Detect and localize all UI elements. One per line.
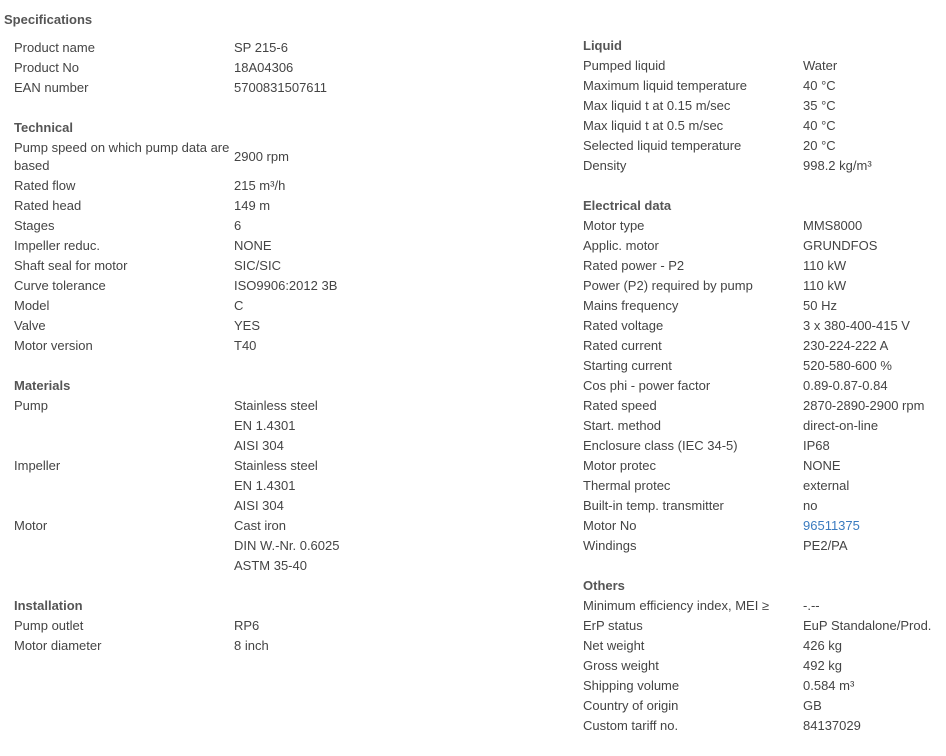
spec-row-power-required	[583, 277, 846, 295]
spec-row-max-liquid-t-015	[583, 97, 836, 115]
spec-value: 149 m	[234, 198, 271, 213]
spec-label: Rated voltage	[583, 318, 664, 333]
spec-row-material-impeller	[14, 457, 318, 475]
spec-label: Start. method	[583, 418, 662, 433]
spec-row-product-name	[14, 39, 288, 57]
spec-row-material-impeller-2	[14, 477, 295, 495]
spec-label: Starting current	[583, 358, 672, 373]
spec-label: Stages	[14, 218, 55, 233]
spec-row-density	[583, 157, 872, 175]
spec-value: YES	[234, 318, 261, 333]
spec-value: 35 °C	[803, 98, 836, 113]
spec-value: 110 kW	[803, 278, 847, 293]
spec-value: 18A04306	[234, 60, 294, 75]
spec-row-gross-weight	[583, 657, 842, 675]
spec-value: AISI 304	[234, 498, 284, 513]
spec-row-enclosure-class	[583, 437, 830, 455]
spec-value: DIN W.-Nr. 0.6025	[234, 538, 340, 553]
spec-label: Motor	[14, 518, 48, 533]
spec-value: MMS8000	[803, 218, 863, 233]
spec-row-rated-head	[14, 197, 270, 215]
spec-label: Density	[583, 158, 627, 173]
spec-value: 520-580-600 %	[803, 358, 892, 373]
spec-label: Motor No	[583, 518, 637, 533]
spec-label: Motor diameter	[14, 638, 102, 653]
spec-value: ASTM 35-40	[234, 558, 307, 573]
spec-row-temp-transmitter	[583, 497, 817, 515]
spec-row-mains-frequency	[583, 297, 837, 315]
spec-row-windings	[583, 537, 848, 555]
spec-label: Maximum liquid temperature	[583, 78, 748, 93]
spec-value: EN 1.4301	[234, 478, 296, 493]
spec-label: Windings	[583, 538, 637, 553]
spec-label: Cos phi - power factor	[583, 378, 711, 393]
spec-value: Stainless steel	[234, 398, 318, 413]
spec-label: Power (P2) required by pump	[583, 278, 753, 293]
spec-row-rated-current	[583, 337, 888, 355]
spec-row-max-liquid-temp	[583, 77, 836, 95]
spec-row-net-weight	[583, 637, 842, 655]
spec-value: PE2/PA	[803, 538, 848, 553]
spec-label: Shipping volume	[583, 678, 680, 693]
spec-value: Stainless steel	[234, 458, 318, 473]
section-heading-materials: Materials	[14, 378, 71, 393]
spec-label: Enclosure class (IEC 34-5)	[583, 438, 738, 453]
spec-value: RP6	[234, 618, 260, 633]
spec-label: Net weight	[583, 638, 645, 653]
spec-row-model	[14, 297, 243, 315]
spec-value: 230-224-222 A	[803, 338, 889, 353]
section-heading-liquid: Liquid	[583, 38, 622, 53]
spec-label: Curve tolerance	[14, 278, 106, 293]
spec-value: NONE	[803, 458, 841, 473]
spec-value: IP68	[803, 438, 830, 453]
spec-label: Product name	[14, 40, 95, 55]
spec-label: EAN number	[14, 80, 89, 95]
spec-label: Pump outlet	[14, 618, 84, 633]
spec-label: Pumped liquid	[583, 58, 666, 73]
spec-value: 84137029	[803, 718, 861, 733]
section-heading-others: Others	[583, 578, 625, 593]
spec-row-shipping-volume	[583, 677, 854, 695]
spec-row-material-motor-3	[14, 557, 307, 575]
spec-row-pumped-liquid	[583, 57, 837, 75]
spec-row-motor-no	[583, 517, 860, 535]
spec-value: direct-on-line	[803, 418, 879, 433]
spec-value: 50 Hz	[803, 298, 837, 313]
spec-label: Model	[14, 298, 50, 313]
spec-row-material-impeller-3	[14, 497, 284, 515]
spec-label: Rated current	[583, 338, 662, 353]
spec-label: Pump	[14, 398, 48, 413]
spec-label: Motor type	[583, 218, 645, 233]
spec-label: Pump speed on which pump data are based	[14, 140, 230, 173]
spec-value: 40 °C	[803, 118, 836, 133]
spec-value: SP 215-6	[234, 40, 288, 55]
spec-row-motor-protec	[583, 457, 841, 475]
spec-value: T40	[234, 338, 257, 353]
spec-label: Impeller reduc.	[14, 238, 100, 253]
spec-row-ean	[14, 79, 327, 97]
spec-value: EN 1.4301	[234, 418, 296, 433]
section-heading-technical: Technical	[14, 120, 74, 135]
spec-row-mei	[583, 597, 820, 615]
spec-row-material-pump-3	[14, 437, 284, 455]
spec-label: Built-in temp. transmitter	[583, 498, 724, 513]
spec-row-motor-diameter	[14, 637, 269, 655]
spec-value: 5700831507611	[234, 80, 328, 95]
spec-row-pump-speed	[14, 139, 289, 175]
spec-value: C	[234, 298, 244, 313]
spec-row-erp-status	[583, 617, 931, 635]
page-title: Specifications	[4, 12, 93, 27]
spec-row-selected-liquid-temp	[583, 137, 836, 155]
spec-value: AISI 304	[234, 438, 284, 453]
spec-label: Rated flow	[14, 178, 76, 193]
spec-value: 0.89-0.87-0.84	[803, 378, 888, 393]
spec-label: Applic. motor	[583, 238, 659, 253]
spec-row-valve	[14, 317, 260, 335]
spec-label: Shaft seal for motor	[14, 258, 128, 273]
spec-row-start-method	[583, 417, 878, 435]
spec-label: Thermal protec	[583, 478, 671, 493]
spec-label: Rated speed	[583, 398, 657, 413]
spec-value: 2870-2890-2900 rpm	[803, 398, 925, 413]
spec-row-max-liquid-t-05	[583, 117, 836, 135]
spec-label: Rated head	[14, 198, 82, 213]
spec-label: Custom tariff no.	[583, 718, 679, 733]
spec-row-cos-phi	[583, 377, 888, 395]
spec-row-impeller-reduc	[14, 237, 272, 255]
spec-label: Product No	[14, 60, 80, 75]
spec-row-applic-motor	[583, 237, 877, 255]
spec-label: Motor protec	[583, 458, 656, 473]
spec-value: 998.2 kg/m³	[803, 158, 872, 173]
spec-row-stages	[14, 217, 241, 235]
spec-row-shaft-seal	[14, 257, 281, 275]
spec-value: GB	[803, 698, 822, 713]
spec-value: -.--	[803, 598, 820, 613]
motor-no-link[interactable]: 96511375	[803, 518, 860, 533]
spec-value: 3 x 380-400-415 V	[803, 318, 910, 333]
spec-value: EuP Standalone/Prod.	[803, 618, 932, 633]
spec-value: Cast iron	[234, 518, 287, 533]
spec-label: Valve	[14, 318, 46, 333]
spec-row-rated-speed	[583, 397, 924, 415]
section-heading-installation: Installation	[14, 598, 83, 613]
spec-row-rated-power	[583, 257, 846, 275]
spec-label: Mains frequency	[583, 298, 679, 313]
spec-label: Impeller	[14, 458, 61, 473]
spec-label: ErP status	[583, 618, 643, 633]
spec-value: 110 kW	[803, 258, 847, 273]
spec-value: 215 m³/h	[234, 178, 286, 193]
spec-row-material-motor-2	[14, 537, 339, 555]
spec-row-rated-flow	[14, 177, 285, 195]
spec-value: ISO9906:2012 3B	[234, 278, 338, 293]
spec-value: 492 kg	[803, 658, 843, 673]
spec-value: NONE	[234, 238, 272, 253]
spec-row-curve-tolerance	[14, 277, 337, 295]
spec-label: Rated power - P2	[583, 258, 685, 273]
spec-row-motor-type	[583, 217, 862, 235]
spec-value: 40 °C	[803, 78, 836, 93]
spec-value: 0.584 m³	[803, 678, 855, 693]
spec-row-custom-tariff	[583, 717, 861, 735]
spec-value: 20 °C	[803, 138, 836, 153]
spec-value: GRUNDFOS	[803, 238, 878, 253]
spec-label: Motor version	[14, 338, 93, 353]
spec-row-product-no	[14, 59, 293, 77]
spec-label: Max liquid t at 0.5 m/sec	[583, 118, 724, 133]
spec-row-material-pump	[14, 397, 318, 415]
spec-value: 426 kg	[803, 638, 843, 653]
spec-row-material-pump-2	[14, 417, 295, 435]
spec-row-rated-voltage	[583, 317, 910, 335]
spec-row-country-of-origin	[583, 697, 822, 715]
spec-row-thermal-protec	[583, 477, 849, 495]
spec-value: 6	[234, 218, 242, 233]
spec-value: SIC/SIC	[234, 258, 281, 273]
spec-row-starting-current	[583, 357, 892, 375]
spec-value: external	[803, 478, 850, 493]
spec-row-pump-outlet	[14, 617, 259, 635]
spec-label: Country of origin	[583, 698, 679, 713]
section-heading-electrical: Electrical data	[583, 198, 672, 213]
spec-value: Water	[803, 58, 838, 73]
spec-row-motor-version	[14, 337, 256, 355]
spec-label: Max liquid t at 0.15 m/sec	[583, 98, 731, 113]
spec-row-material-motor	[14, 517, 286, 535]
spec-label: Gross weight	[583, 658, 659, 673]
spec-label: Selected liquid temperature	[583, 138, 742, 153]
spec-value: no	[803, 498, 818, 513]
spec-value: 8 inch	[234, 638, 269, 653]
spec-label: Minimum efficiency index, MEI ≥	[583, 598, 770, 613]
spec-value: 2900 rpm	[234, 149, 289, 164]
